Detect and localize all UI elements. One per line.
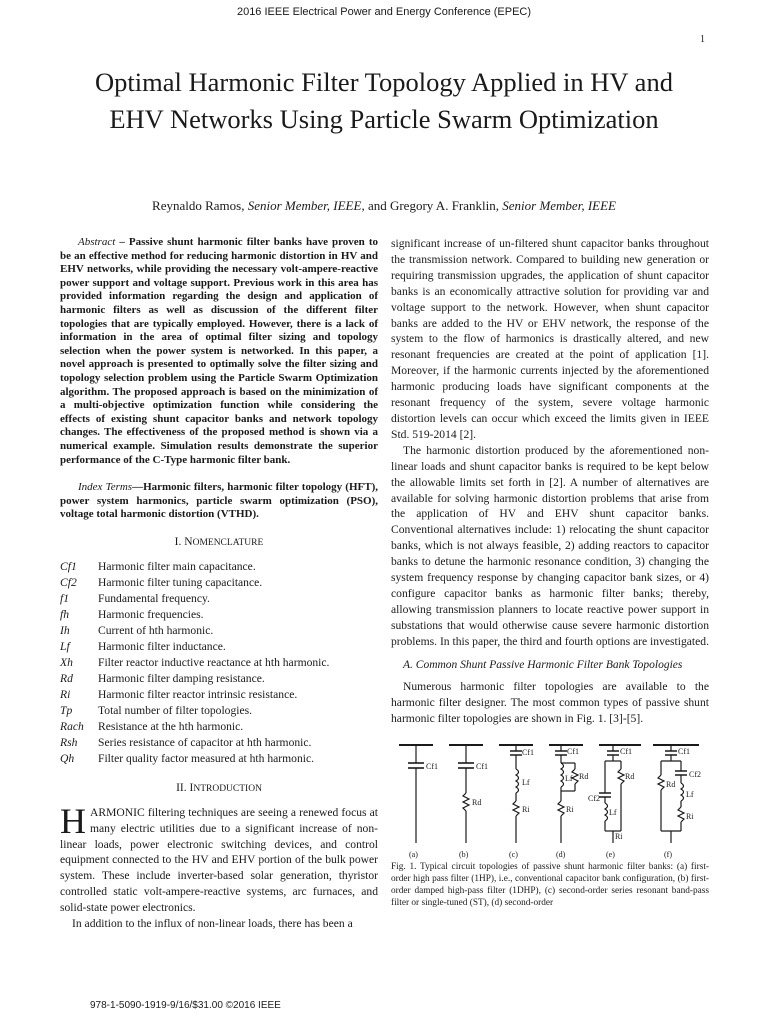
nomenclature-description: Harmonic filter tuning capacitance.	[98, 575, 263, 589]
nomenclature-description: Filter quality factor measured at hth harmonic.	[98, 751, 315, 765]
topology-c	[499, 745, 534, 859]
nomenclature-symbol: Cf2	[60, 575, 77, 589]
svg-text:Lf: Lf	[522, 778, 530, 788]
nomenclature-row	[60, 735, 378, 751]
svg-text:Lf: Lf	[609, 808, 617, 818]
nomenclature-row	[60, 639, 378, 655]
conference-header: 2016 IEEE Electrical Power and Energy Conference (EPEC)	[236, 6, 532, 18]
left-column	[60, 236, 378, 932]
author-2-role: Senior Member, IEEE	[502, 198, 616, 213]
svg-text:Cf2: Cf2	[689, 770, 701, 780]
svg-text:Rd: Rd	[472, 798, 482, 808]
label-b: (b)	[459, 850, 469, 860]
index-terms	[60, 481, 378, 522]
right-paragraph-2: The harmonic distortion produced by the aforementioned non-linear loads and shunt capacitor banks is required to be kept below the allowable limits set forth in [2]. A number of alternatives are available for solving harmonic distortion problems that arise from the application of HV and EHV shunt capacitor banks. Conventional alternatives include: 1) relocating the shunt capacitor banks, which is not always feasible, 2) adding reactors to capacitor banks to detune the harmonic resonance condition, 3) changing the system frequency response by changing capacitor bank sizes, or 4) configure capacitor banks as harmonic filter banks; thereby, allowing transmission planners to locate reactive power support in substations that would otherwise cause severe harmonic distortion problems. In this paper, the third and fourth options are investigated.	[391, 443, 709, 648]
nomenclature-row	[60, 671, 378, 687]
nomenclature-symbol: fh	[60, 607, 70, 621]
right-column	[391, 236, 709, 909]
nomenclature-description: Current of hth harmonic.	[98, 623, 214, 637]
nomenclature-row	[60, 719, 378, 735]
nomenclature-symbol: Xh	[60, 655, 73, 669]
svg-text:Cf1: Cf1	[620, 747, 632, 757]
svg-text:Cf1: Cf1	[567, 747, 579, 757]
nomenclature-description: Harmonic filter main capacitance.	[98, 559, 256, 573]
author-1-role: Senior Member, IEEE	[247, 198, 362, 213]
nomenclature-symbol: Ih	[60, 623, 70, 637]
nomenclature-row	[60, 607, 378, 623]
page-number: 1	[700, 34, 705, 45]
intro-paragraph-1: HARMONIC filtering techniques are seeing a renewed focus at many electric utilities due to a significant increase of non-linear loads, power electronic switching devices, and control equipment connected to the HV and EHV portion of the bulk power system. These include inverter-based solar generation, thyristor controlled static volt-ampere-reactive systems, arc furnaces, and solid-state power electronics.	[60, 800, 378, 915]
right-paragraph-1: significant increase of un-filtered shunt capacitor banks throughout the transmission network. Compared to building new generation or requiring transmission upgrades, the application of shunt capacitor banks is an economically attractive solution for providing var and voltage support to the network. However, when shunt capacitor banks are added to the HV or EHV network, the response of the system to the flow of harmonics is drastically altered, and new resonant frequencies are created at the point of application [1]. Moreover, if the harmonic currents injected by the aforementioned harmonic producing loads have significant components at the resonant frequency of the system, severe voltage harmonic distortion levels can occur which exceed the limits given in IEEE Std. 519-2014 [2].	[391, 237, 709, 441]
nomenclature-row	[60, 623, 378, 639]
nomenclature-description: Total number of filter topologies.	[98, 703, 253, 717]
nomenclature-row	[60, 575, 378, 591]
abstract	[60, 236, 378, 467]
subsection-heading: A. Common Shunt Passive Harmonic Filter Bank Topologies	[403, 658, 683, 671]
svg-text:Rd: Rd	[625, 772, 635, 782]
figure-1	[391, 741, 709, 861]
svg-text:Cf2: Cf2	[588, 794, 600, 804]
nomenclature-description: Resistance at the hth harmonic.	[98, 719, 244, 733]
topology-d	[549, 745, 588, 859]
nomenclature-symbol: Cf1	[60, 559, 77, 573]
nomenclature-symbol: Ri	[60, 687, 71, 701]
author-1: Reynaldo Ramos,	[152, 198, 248, 213]
svg-text:Ri: Ri	[566, 805, 574, 815]
nomenclature-symbol: Rsh	[60, 735, 78, 749]
abstract-text: – Passive shunt harmonic filter banks have proven to be an effective method for reducing harmonic distortion in HV and EHV networks, while providing the necessary volt-ampere-reactive power support and voltage support. Previous work in this area has provided information regarding the design and application of harmonic filters as well as discussion of the different filter topologies that are typically employed. However, there is a lack of information in the area of optimal filter sizing and topology selection when the power system is networked. In this paper, a novel approach is presented to optimally solve the filter sizing and topology selection problem using the Particle Swarm Optimization algorithm. The proposed approach is based on the minimization of a multi-objective optimization function while considering the effects of existing shunt capacitor banks and network topology changes. The effectiveness of the proposed method is shown via a numerical example. Simulation results demonstrate the superior performance of the C-Type harmonic filter bank.	[60, 236, 378, 466]
nomenclature-row	[60, 559, 378, 575]
svg-text:Ri: Ri	[615, 832, 623, 842]
svg-text:Rd: Rd	[579, 772, 589, 782]
footer-isbn: 978-1-5090-1919-9/16/$31.00 ©2016 IEEE	[90, 1000, 281, 1011]
filter-topology-diagram	[391, 741, 709, 861]
nomenclature-symbol: Qh	[60, 751, 75, 765]
svg-text:Rd: Rd	[666, 780, 676, 790]
topology-a	[399, 745, 438, 859]
nomenclature-description: Harmonic filter reactor intrinsic resistance.	[98, 687, 298, 701]
svg-text:Ri: Ri	[686, 812, 694, 822]
label-f: (f)	[664, 850, 672, 860]
nomenclature-description: Harmonic frequencies.	[98, 607, 204, 621]
author-joiner: , and Gregory A. Franklin,	[361, 198, 503, 213]
nomenclature-row	[60, 687, 378, 703]
index-terms-text: —Harmonic filters, harmonic filter topology (HFT), power system harmonics, particle swarm optimization (PSO), voltage total harmonic distortion (VTHD).	[60, 481, 378, 521]
nomenclature-symbol: f1	[60, 591, 70, 605]
svg-text:Cf1: Cf1	[476, 762, 488, 772]
svg-text:Lf: Lf	[686, 790, 694, 800]
svg-text:Lf: Lf	[565, 774, 573, 784]
nomenclature-heading: I. NOMENCLATURE	[174, 535, 264, 548]
paper-title: Optimal Harmonic Filter Topology Applied in HV and EHV Networks Using Particle Swarm Optimization	[95, 67, 673, 134]
introduction-heading: II. INTRODUCTION	[176, 781, 262, 794]
nomenclature-row	[60, 751, 378, 767]
label-d: (d)	[556, 850, 566, 860]
svg-text:Ri: Ri	[522, 805, 530, 815]
nomenclature-description: Harmonic filter damping resistance.	[98, 671, 265, 685]
nomenclature-description: Series resistance of capacitor at hth harmonic.	[98, 735, 312, 749]
nomenclature-symbol: Tp	[60, 703, 73, 717]
nomenclature-row	[60, 655, 378, 671]
nomenclature-description: Filter reactor inductive reactance at hth harmonic.	[98, 655, 330, 669]
nomenclature-symbol: Rach	[60, 719, 84, 733]
right-paragraph-3: Numerous harmonic filter topologies are available to the harmonic filter designer. The most common types of passive shunt harmonic filter topologies are shown in Fig. 1. [3]-[5].	[391, 680, 709, 726]
svg-text:Cf1: Cf1	[522, 748, 534, 758]
nomenclature-description: Fundamental frequency.	[98, 591, 210, 605]
label-a: (a)	[409, 850, 418, 860]
nomenclature-symbol: Lf	[60, 639, 70, 653]
topology-f	[653, 745, 701, 859]
abstract-lead: Abstract	[78, 236, 116, 248]
nomenclature-row	[60, 703, 378, 719]
figure-caption: Fig. 1. Typical circuit topologies of passive shunt harmonic filter banks: (a) first-order high pass filter (1HP), i.e., conventional capacitor bank configuration, (b) first-order damped high-pass filter (1DHP), (c) second-order series resonant band-pass filter or single-tuned (ST), (d) second-order	[391, 862, 709, 909]
nomenclature-row	[60, 591, 378, 607]
svg-text:Cf1: Cf1	[678, 747, 690, 757]
authors-line	[40, 198, 728, 214]
nomenclature-symbol: Rd	[60, 671, 73, 685]
label-e: (e)	[606, 850, 615, 860]
nomenclature-description: Harmonic filter inductance.	[98, 639, 226, 653]
label-c: (c)	[509, 850, 518, 860]
nomenclature-table	[60, 559, 378, 767]
topology-b	[449, 745, 488, 859]
topology-e	[588, 745, 641, 859]
label-cf1: Cf1	[426, 762, 438, 772]
intro-paragraph-2: In addition to the influx of non-linear loads, there has been a	[72, 917, 353, 931]
drop-cap: H	[60, 800, 86, 841]
index-terms-lead: Index Terms	[78, 481, 133, 494]
